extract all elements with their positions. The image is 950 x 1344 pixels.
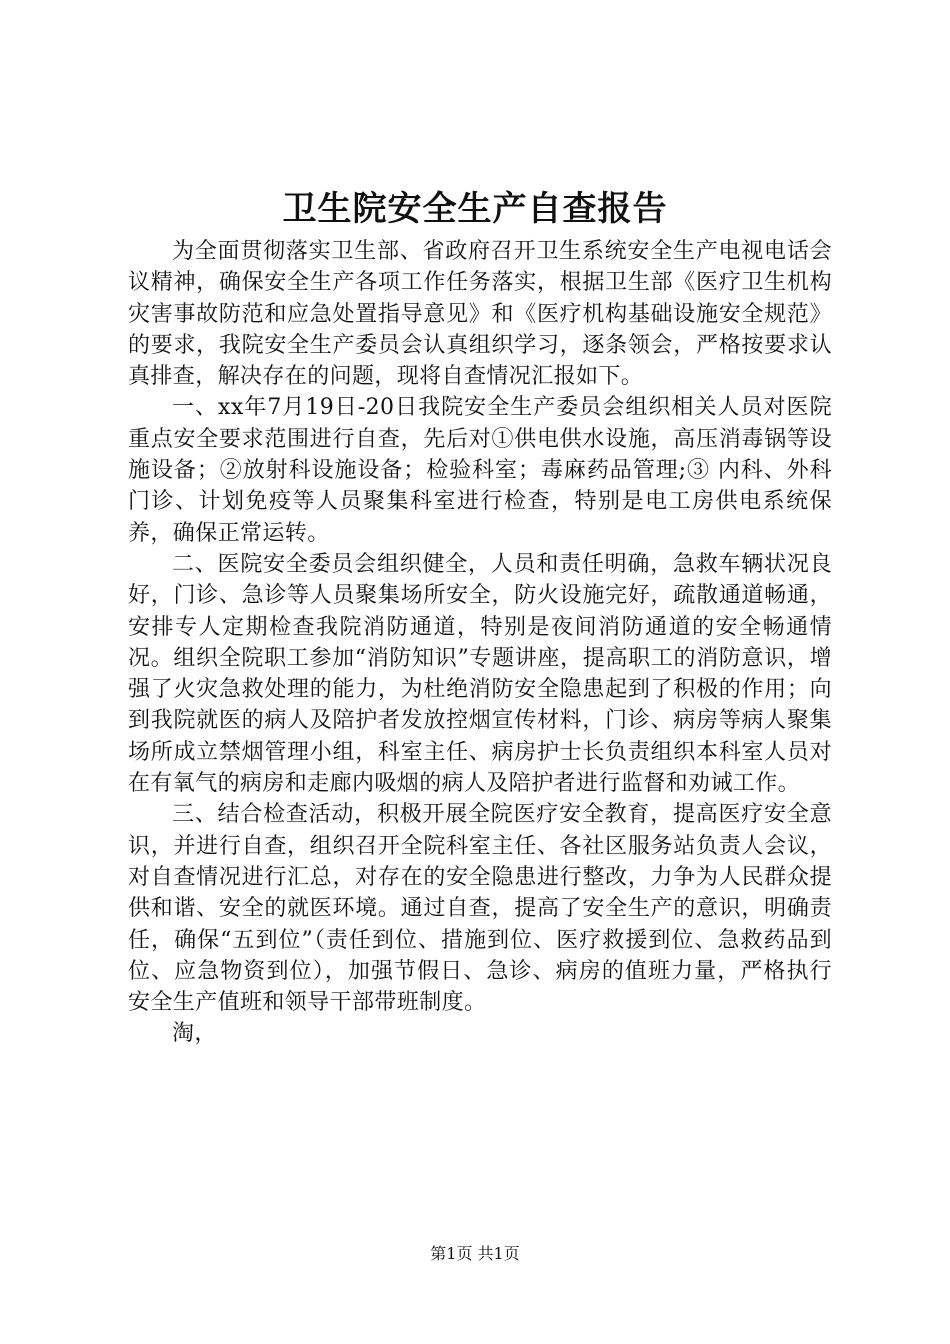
paragraph-section-2: 二、医院安全委员会组织健全，人员和责任明确，急救车辆状况良好，门诊、急诊等人员聚集场所安全，防火设施完好，疏散通道畅通，安排专人定期检查我院消防通道，特别是夜间消防通道的安全畅通情况。组织全院职工参加“消防知识”专题讲座，提高职工的消防意识，增强了火灾急救处理的能力，为杜绝消防安全隐患起到了积极的作用；向到我院就医的病人及陪护者发放控烟宣传材料，门诊、病房等病人聚集场所成立禁烟管理小组，科室主任、病房护士长负责组织本科室人员对在有氧气的病房和走廊内吸烟的病人及陪护者进行监督和劝诫工作。 bbox=[128, 551, 832, 797]
document-title: 卫生院安全生产自查报告 bbox=[282, 189, 668, 229]
page-footer: 第1页 共1页 bbox=[430, 1244, 520, 1263]
paragraph-intro: 为全面贯彻落实卫生部、省政府召开卫生系统安全生产电视电话会议精神，确保安全生产各项工作任务落实，根据卫生部《医疗卫生机构灾害事故防范和应急处置指导意见》和《医疗机构基础设施安全规范》的要求，我院安全生产委员会认真组织学习，逐条领会，严格按要求认真排查，解决存在的问题，现将自查情况汇报如下。 bbox=[128, 239, 832, 390]
paragraph-fragment: 淘， bbox=[172, 1021, 217, 1047]
document-body bbox=[128, 236, 832, 1050]
paragraph-section-1: 一、xx年7月19日-20日我院安全生产委员会组织相关人员对医院重点安全要求范围进行自查，先后对①供电供水设施，高压消毒锅等设施设备；②放射科设施设备；检验科室；毒麻药品管理;③ 内科、外科门诊、计划免疫等人员聚集科室进行检查，特别是电工房供电系统保养，确保正常运转。 bbox=[128, 395, 832, 546]
paragraph-section-3: 三、结合检查活动，积极开展全院医疗安全教育，提高医疗安全意识，并进行自查，组织召开全院科室主任、各社区服务站负责人会议，对自查情况进行汇总，对存在的安全隐患进行整改，力争为人民群众提供和谐、安全的就医环境。通过自查，提高了安全生产的意识，明确责任，确保“五到位”（责任到位、措施到位、医疗救援到位、急救药品到位、应急物资到位），加强节假日、急诊、病房的值班力量，严格执行安全生产值班和领导干部带班制度。 bbox=[128, 802, 832, 1016]
